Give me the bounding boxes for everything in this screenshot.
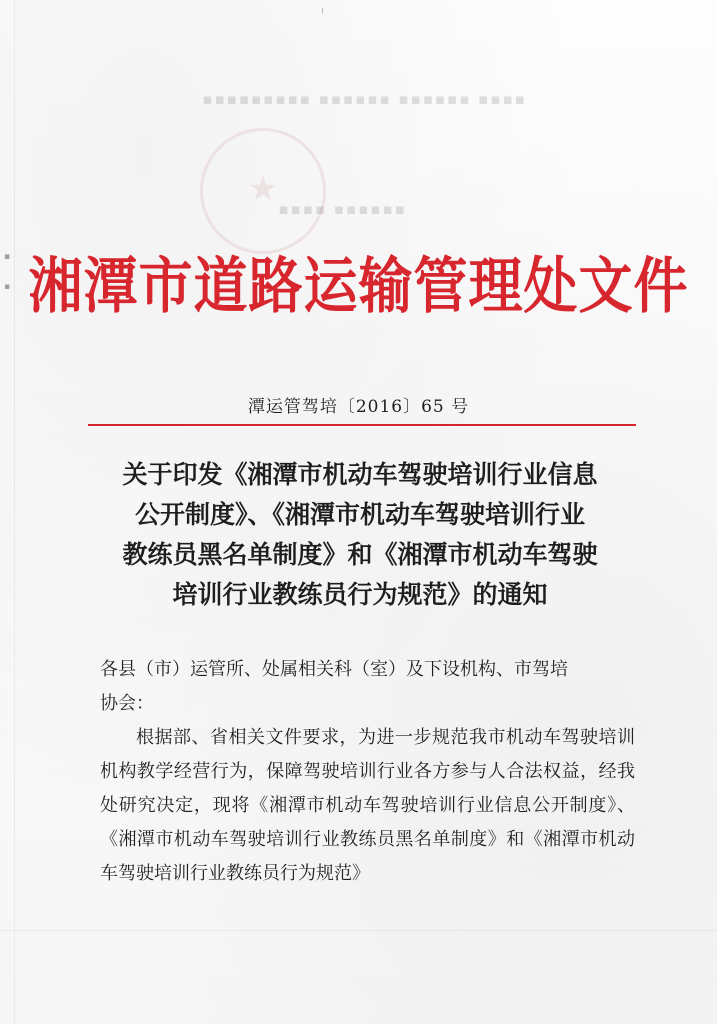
- margin-mark-top: ╷: [320, 4, 326, 14]
- margin-mark-left-1: ▪: [4, 252, 11, 262]
- notice-body: [100, 653, 635, 891]
- paper-crease-vertical: [14, 0, 15, 1024]
- paper-crease-horizontal: [0, 930, 717, 931]
- margin-mark-left-2: ▪: [4, 282, 11, 292]
- notice-title: [80, 455, 640, 615]
- seal-star-icon: ★: [247, 169, 279, 209]
- salutation-line: 协会：: [100, 693, 154, 714]
- notice-title-line: 公开制度》、《湘潭市机动车驾驶培训行业: [134, 500, 585, 529]
- notice-title-line: 教练员黑名单制度》和《湘潭市机动车驾驶: [122, 540, 598, 569]
- salutation-line: 各县（市）运管所、处属相关科（室）及下设机构、市驾培: [100, 659, 568, 680]
- reverse-side-show-through: ▪▪▪▪ ▪▪▪▪▪▪ ▪▪▪▪▪▪ ▪▪▪▪▪▪▪▪▪: [200, 90, 525, 108]
- reverse-side-show-through-2: ▪▪▪▪▪▪ ▪▪▪▪: [276, 200, 405, 218]
- body-paragraph: 根据部、省相关文件要求，为进一步规范我市机动车驾驶培训机构教学经营行为，保障驾驶培训行业各方参与人合法权益，经我处研究决定，现将《湘潭市机动车驾驶培训行业信息公开制度》、《湘潭市机动车驾驶培训行业教练员黑名单制度》和《湘潭市机动车驾驶培训行业教练员行为规范》: [100, 727, 635, 884]
- notice-title-line: 关于印发《湘潭市机动车驾驶培训行业信息: [122, 460, 598, 489]
- faded-seal-stamp: [200, 128, 326, 254]
- document-number: 潭运管驾培〔2016〕65 号: [247, 397, 470, 417]
- red-separator-line: [88, 424, 636, 426]
- notice-title-line: 培训行业教练员行为规范》的通知: [172, 580, 548, 609]
- issuing-authority-title: 湘潭市道路运输管理处文件: [28, 250, 689, 322]
